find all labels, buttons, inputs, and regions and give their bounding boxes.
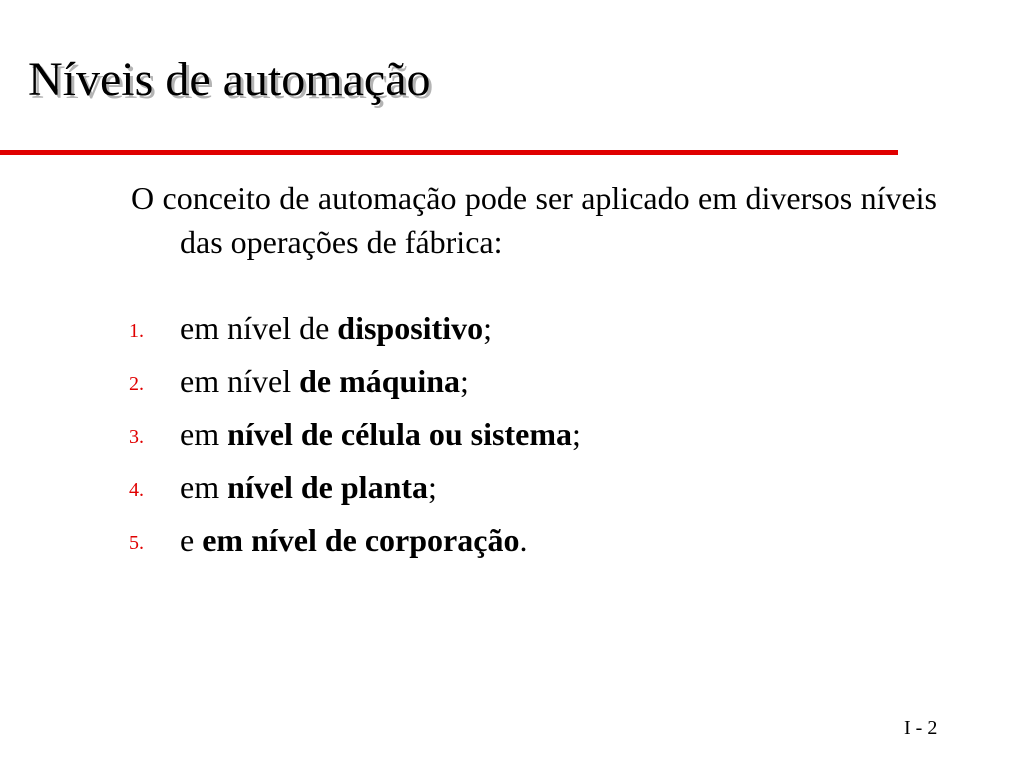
list-number: 4. [129, 479, 144, 501]
list-number: 3. [129, 426, 144, 448]
item-plain-text: em [180, 416, 228, 452]
slide-title: Níveis de automação [28, 53, 431, 106]
item-bold-text: nível de planta [227, 469, 429, 505]
list-item-text [180, 518, 527, 562]
item-punctuation: ; [428, 469, 437, 505]
list-number: 2. [129, 373, 144, 395]
item-plain-text: em nível [180, 363, 300, 399]
list-number: 5. [129, 532, 144, 554]
list-item-text [180, 465, 437, 509]
list-item-text [180, 412, 581, 456]
item-punctuation: ; [483, 310, 492, 346]
item-punctuation: ; [571, 416, 581, 452]
item-plain-text: e [180, 522, 203, 558]
item-punctuation: ; [460, 363, 469, 399]
item-bold-text: em nível de corporação [202, 522, 520, 558]
item-plain-text: em nível de [180, 310, 338, 346]
item-punctuation: . [519, 522, 528, 558]
list-item-text [180, 359, 469, 403]
item-plain-text: em [180, 469, 228, 505]
list-item-text [180, 306, 492, 350]
item-bold-text: dispositivo [337, 310, 484, 346]
title-divider [0, 150, 898, 155]
item-bold-text: de máquina [299, 363, 461, 399]
list-number: 1. [129, 320, 144, 342]
intro-paragraph: O conceito de automação pode ser aplicado em diversos níveis das operações de fábrica: [131, 180, 937, 260]
item-bold-text: nível de célula ou sistema [227, 416, 572, 452]
slide-number: I - 2 [904, 717, 938, 739]
